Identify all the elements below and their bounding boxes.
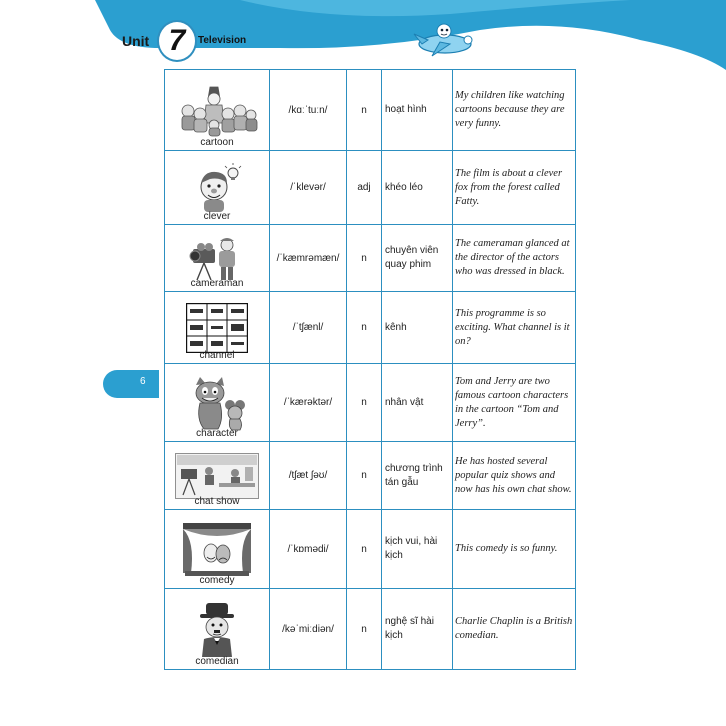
example-sentence: This comedy is so funny. [453,510,576,589]
clever-boy-lightbulb-icon [192,163,242,213]
picture-cell [165,70,270,151]
part-of-speech: n [347,292,382,364]
word-label: comedy [199,575,235,586]
table-row [165,70,576,151]
vietnamese-meaning: chuyên viên quay phim [382,225,453,292]
part-of-speech: n [347,225,382,292]
unit-title: Television [198,35,247,46]
pronunciation: /ˈtʃænl/ [270,292,347,364]
pronunciation: /ˈkɒmədi/ [270,510,347,589]
example-sentence: Charlie Chaplin is a British comedian. [453,589,576,670]
cartoon-airplane-mascot-icon [410,14,480,60]
picture-cell [165,510,270,589]
unit-label: Unit [122,33,150,49]
picture-cell [165,364,270,442]
vietnamese-meaning: kênh [382,292,453,364]
part-of-speech: n [347,70,382,151]
tom-and-jerry-characters-icon [188,375,246,431]
example-sentence: The cameraman glanced at the director of the actors who was dressed in black. [453,225,576,292]
pronunciation: /ˈklevər/ [270,151,347,225]
theatre-stage-masks-icon [181,521,253,577]
example-sentence: He has hosted several popular quiz shows and now has his own chat show. [453,442,576,510]
table-row [165,510,576,589]
example-sentence: The film is about a clever fox from the forest called Fatty. [453,151,576,225]
vietnamese-meaning: nhân vật [382,364,453,442]
word-label: chat show [194,496,240,507]
table-row [165,364,576,442]
part-of-speech: n [347,510,382,589]
picture-cell [165,151,270,225]
table-row [165,225,576,292]
page-number: 6 [140,376,146,387]
tv-channel-logos-grid-icon [186,303,248,353]
vietnamese-meaning: kịch vui, hài kịch [382,510,453,589]
word-label: cartoon [200,137,234,148]
picture-cell [165,292,270,364]
example-sentence: My children like watching cartoons because they are very funny. [453,70,576,151]
page-number-tab [103,370,159,398]
part-of-speech: adj [347,151,382,225]
table-row [165,442,576,510]
word-label: character [196,428,238,439]
word-label: cameraman [190,278,244,289]
vietnamese-meaning: nghệ sĩ hài kịch [382,589,453,670]
word-label: channel [199,350,235,361]
example-sentence: This programme is so exciting. What channel is it on? [453,292,576,364]
part-of-speech: n [347,364,382,442]
part-of-speech: n [347,442,382,510]
part-of-speech: n [347,589,382,670]
seven-dwarfs-cartoon-icon [174,83,260,137]
word-label: clever [203,211,231,222]
vietnamese-meaning: chương trình tán gẫu [382,442,453,510]
charlie-chaplin-comedian-icon [194,601,240,657]
pronunciation: /tʃæt ʃəʊ/ [270,442,347,510]
pronunciation: /kəˈmiːdiən/ [270,589,347,670]
picture-cell [165,442,270,510]
word-label: comedian [195,656,239,667]
unit-number-badge: 7 [157,20,197,62]
table-row [165,589,576,670]
picture-cell [165,589,270,670]
cameraman-with-camera-icon [187,235,247,281]
pronunciation: /ˈkæmrəmæn/ [270,225,347,292]
pronunciation: /kɑːˈtuːn/ [270,70,347,151]
vocabulary-table [164,69,576,670]
table-row [165,292,576,364]
chat-show-studio-icon [175,453,259,499]
vietnamese-meaning: khéo léo [382,151,453,225]
header-band [0,0,726,70]
vietnamese-meaning: hoạt hình [382,70,453,151]
picture-cell [165,225,270,292]
table-row [165,151,576,225]
example-sentence: Tom and Jerry are two famous cartoon characters in the cartoon “Tom and Jerry”. [453,364,576,442]
pronunciation: /ˈkærəktər/ [270,364,347,442]
